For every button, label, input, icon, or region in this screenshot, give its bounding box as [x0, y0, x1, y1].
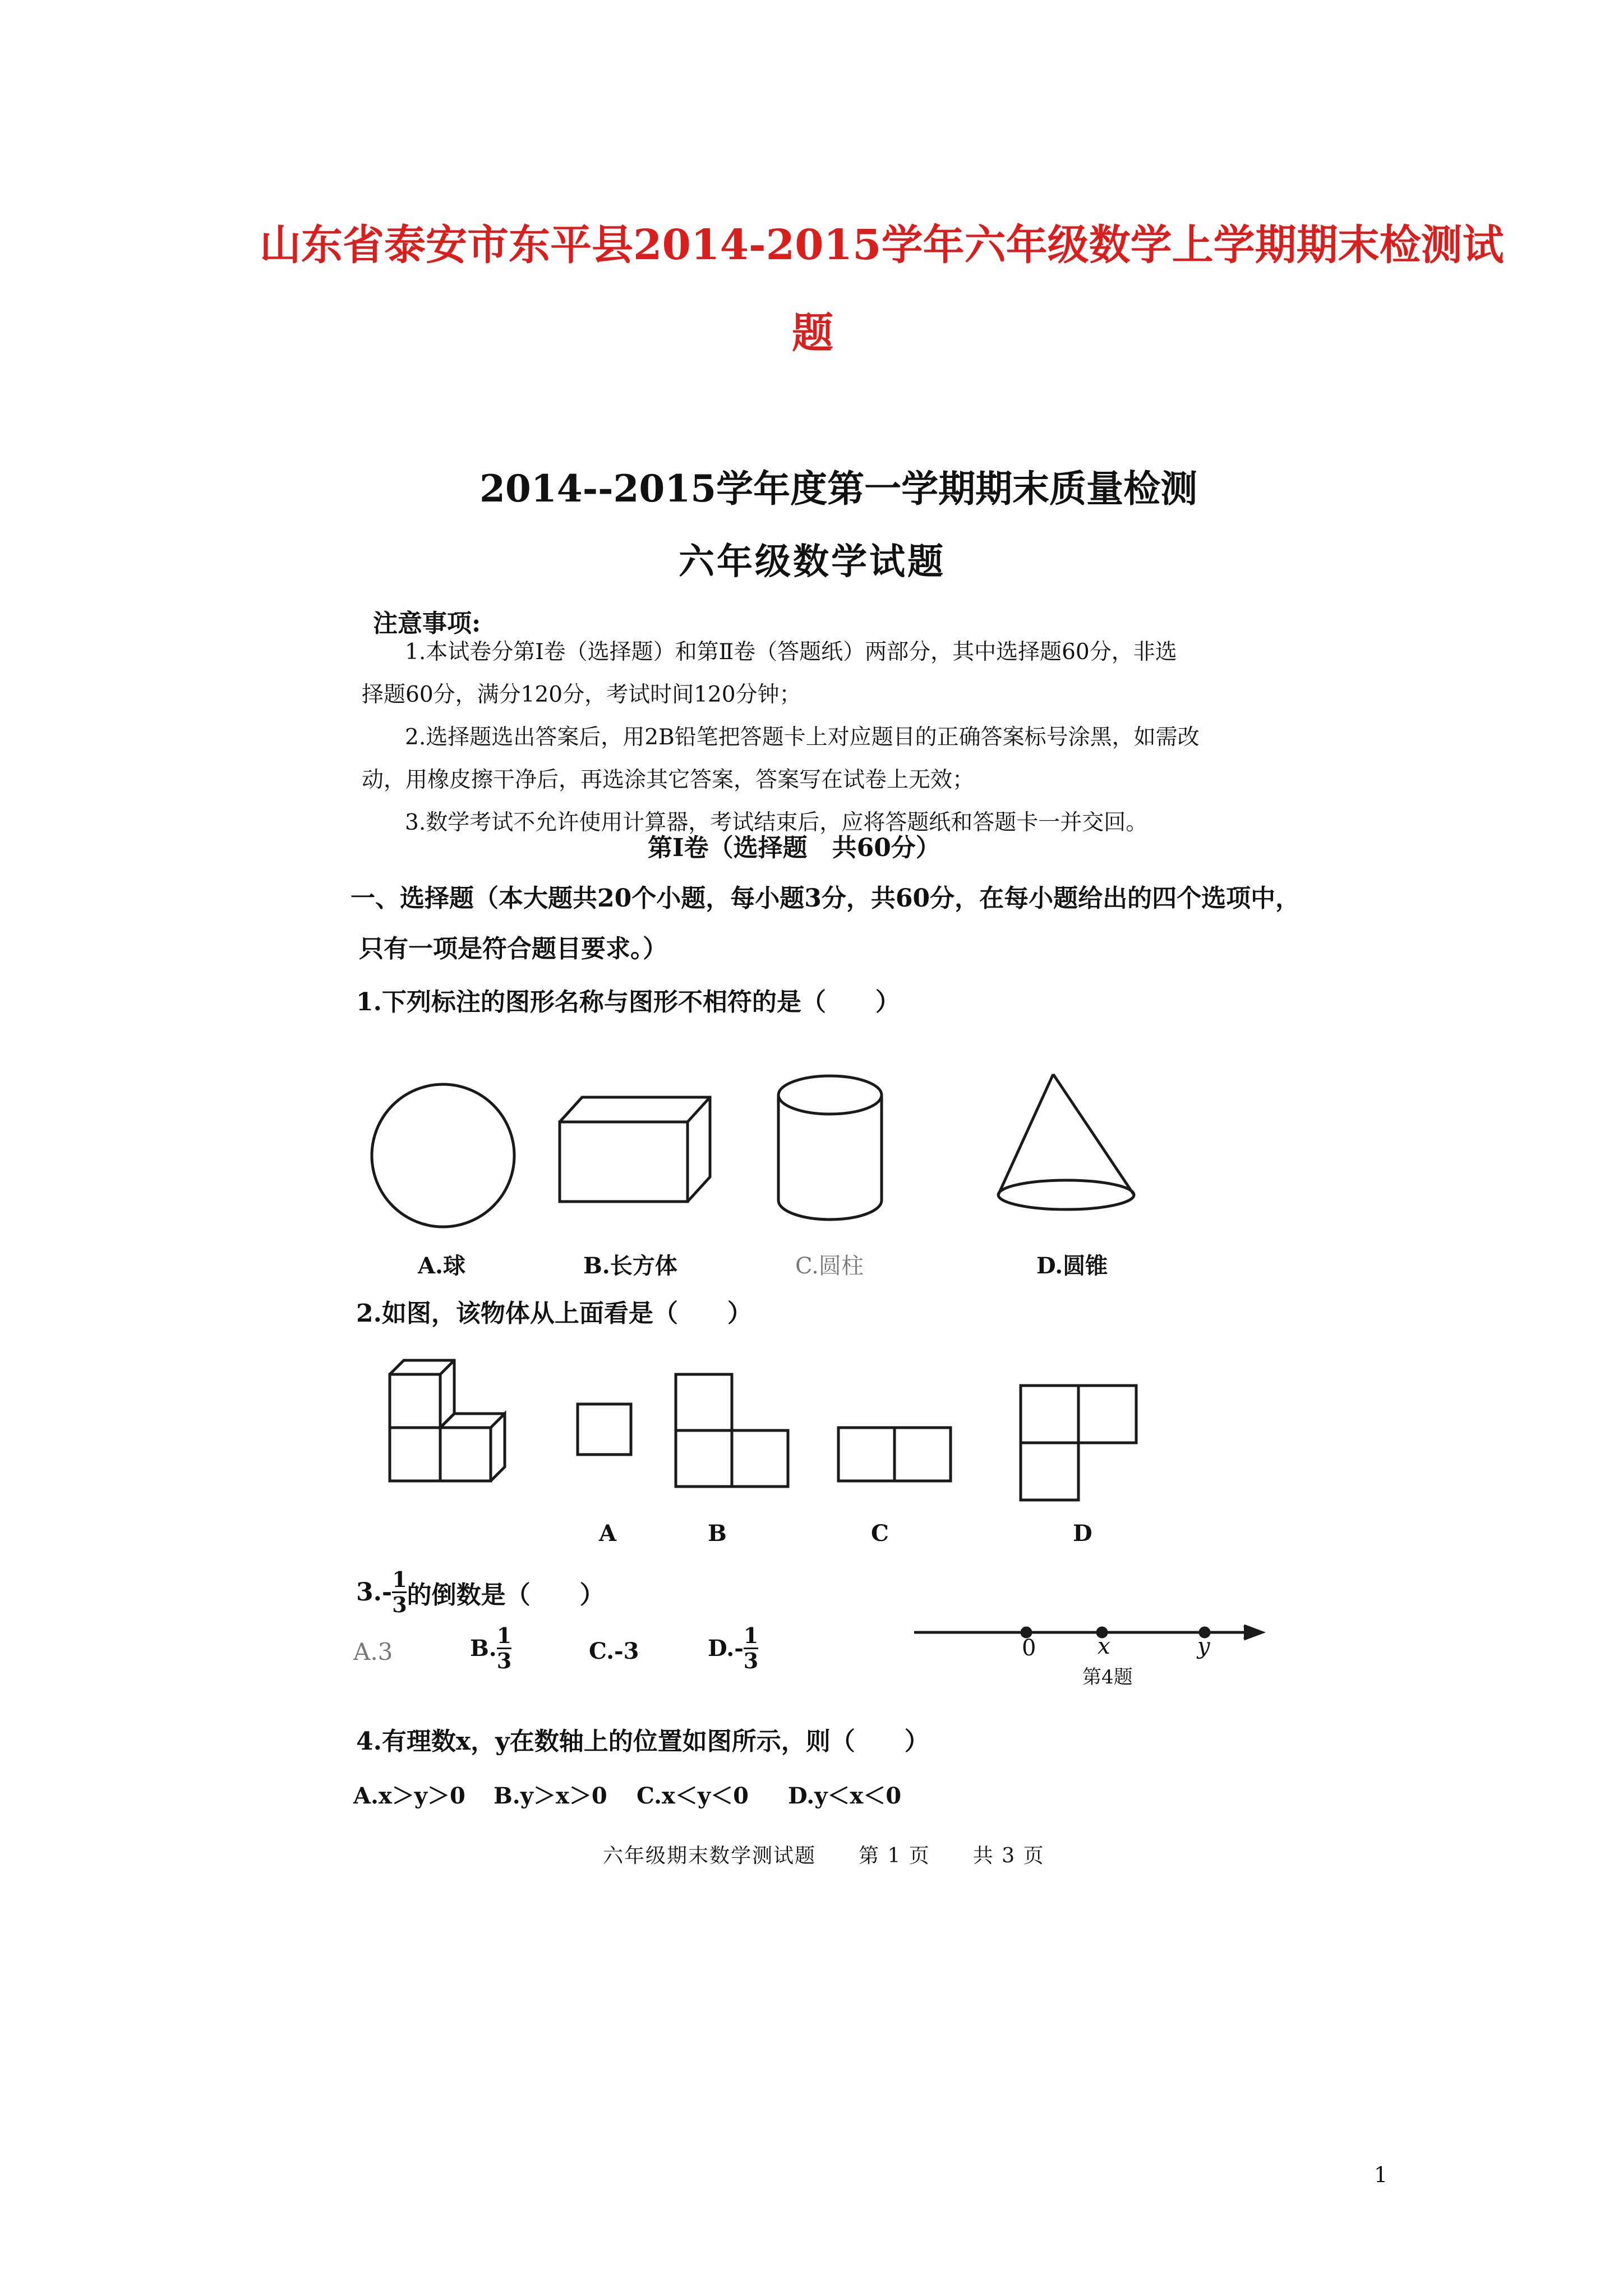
- q4-option-c: C.x＜y＜0: [637, 1783, 749, 1809]
- q1-option-a: A.球: [418, 1253, 465, 1279]
- q2-figures: [0, 1358, 1623, 1537]
- q3-fraction-denominator: 3: [392, 1592, 407, 1617]
- part-one-instructions-line2: 只有一项是符合题目要求。）: [359, 935, 667, 963]
- q2-option-b: B: [708, 1520, 727, 1547]
- q3-option-b-numerator: 1: [496, 1623, 512, 1648]
- cylinder-figure: [778, 1076, 882, 1220]
- number-line-caption: 第4题: [1082, 1666, 1133, 1688]
- number-line-label-y: y: [1197, 1634, 1210, 1659]
- top-view-option-b-shape: [676, 1374, 788, 1487]
- section-title: 第Ⅰ卷（选择题 共60分）: [648, 834, 940, 862]
- notice-line-3: 2.选择题选出答案后，用2B铅笔把答题卡上对应题目的正确答案标号涂黑，如需改: [405, 725, 1200, 750]
- question-2-stem: 2.如图，该物体从上面看是（ ）: [356, 1299, 752, 1328]
- top-view-option-a-shape: [578, 1404, 631, 1455]
- question-3-stem: [356, 1568, 605, 1617]
- notice-line-4: 动，用橡皮擦干净后，再选涂其它答案，答案写在试卷上无效；: [362, 767, 975, 793]
- q3-option-d-fraction: [744, 1624, 758, 1673]
- top-view-option-d-shape: [1021, 1386, 1136, 1500]
- q1-option-d: D.圆锥: [1036, 1253, 1108, 1279]
- notice-line-2: 择题60分，满分120分，考试时间120分钟；: [362, 682, 801, 707]
- q2-option-a: A: [599, 1520, 617, 1547]
- q3-option-b-denominator: 3: [496, 1648, 512, 1673]
- notice-line-5: 3.数学考试不允许使用计算器，考试结束后，应将答题纸和答题卡一并交回。: [405, 810, 1148, 835]
- q2-option-d: D: [1073, 1520, 1092, 1547]
- q3-option-d: [708, 1624, 758, 1673]
- q2-option-c: C: [871, 1520, 889, 1547]
- number-line-figure: [914, 1616, 1307, 1649]
- number-line-label-x: x: [1098, 1634, 1110, 1659]
- q3-option-d-denominator: 3: [743, 1648, 759, 1673]
- part-one-instructions-line1: 一、选择题（本大题共20个小题，每小题3分，共60分，在每小题给出的四个选项中，: [351, 884, 1301, 913]
- q1-option-b: B.长方体: [583, 1253, 677, 1279]
- q4-option-a: A.x＞y＞0: [353, 1783, 465, 1809]
- exam-subtitle: 六年级数学试题: [679, 541, 946, 583]
- q3-option-d-prefix: D.-: [708, 1635, 744, 1662]
- notice-line-1: 1.本试卷分第Ⅰ卷（选择题）和第Ⅱ卷（答题纸）两部分，其中选择题60分，非选: [405, 639, 1177, 665]
- q4-option-d: D.y＜x＜0: [788, 1783, 902, 1809]
- notice-heading: 注意事项:: [373, 609, 481, 638]
- page-number: 1: [1374, 2162, 1388, 2187]
- q3-fraction: [392, 1568, 407, 1617]
- q3-prefix: 3.-: [356, 1578, 393, 1607]
- stacked-cubes-figure: [390, 1360, 505, 1481]
- q3-option-c: C.-3: [589, 1638, 639, 1664]
- document-title-line2: 题: [792, 309, 833, 357]
- cuboid-figure: [560, 1097, 710, 1202]
- cone-figure: [998, 1074, 1134, 1209]
- q3-option-b-fraction: [497, 1624, 511, 1673]
- question-1-stem: 1.下列标注的图形名称与图形不相符的是（ ）: [356, 988, 900, 1016]
- q1-option-c: C.圆柱: [795, 1253, 864, 1279]
- exam-title: 2014--2015学年度第一学期期末质量检测: [479, 467, 1198, 510]
- q3-option-b: [470, 1624, 511, 1673]
- top-view-option-c-shape: [838, 1428, 951, 1481]
- document-title-line1: 山东省泰安市东平县2014-2015学年六年级数学上学期期末检测试: [260, 221, 1504, 269]
- sphere-figure: [372, 1084, 514, 1227]
- q3-option-b-prefix: B.: [470, 1635, 497, 1662]
- q3-option-a: A.3: [353, 1638, 393, 1665]
- q4-option-b: B.y＞x＞0: [494, 1783, 607, 1809]
- q3-fraction-numerator: 1: [392, 1567, 407, 1592]
- number-line-label-zero: 0: [1022, 1635, 1036, 1661]
- question-4-stem: 4.有理数x，y在数轴上的位置如图所示，则（ ）: [356, 1727, 929, 1756]
- q3-option-d-numerator: 1: [743, 1623, 759, 1648]
- exam-page-footer: 六年级期末数学测试题 第 1 页 共 3 页: [603, 1844, 1045, 1867]
- q3-suffix: 的倒数是（ ）: [407, 1580, 605, 1609]
